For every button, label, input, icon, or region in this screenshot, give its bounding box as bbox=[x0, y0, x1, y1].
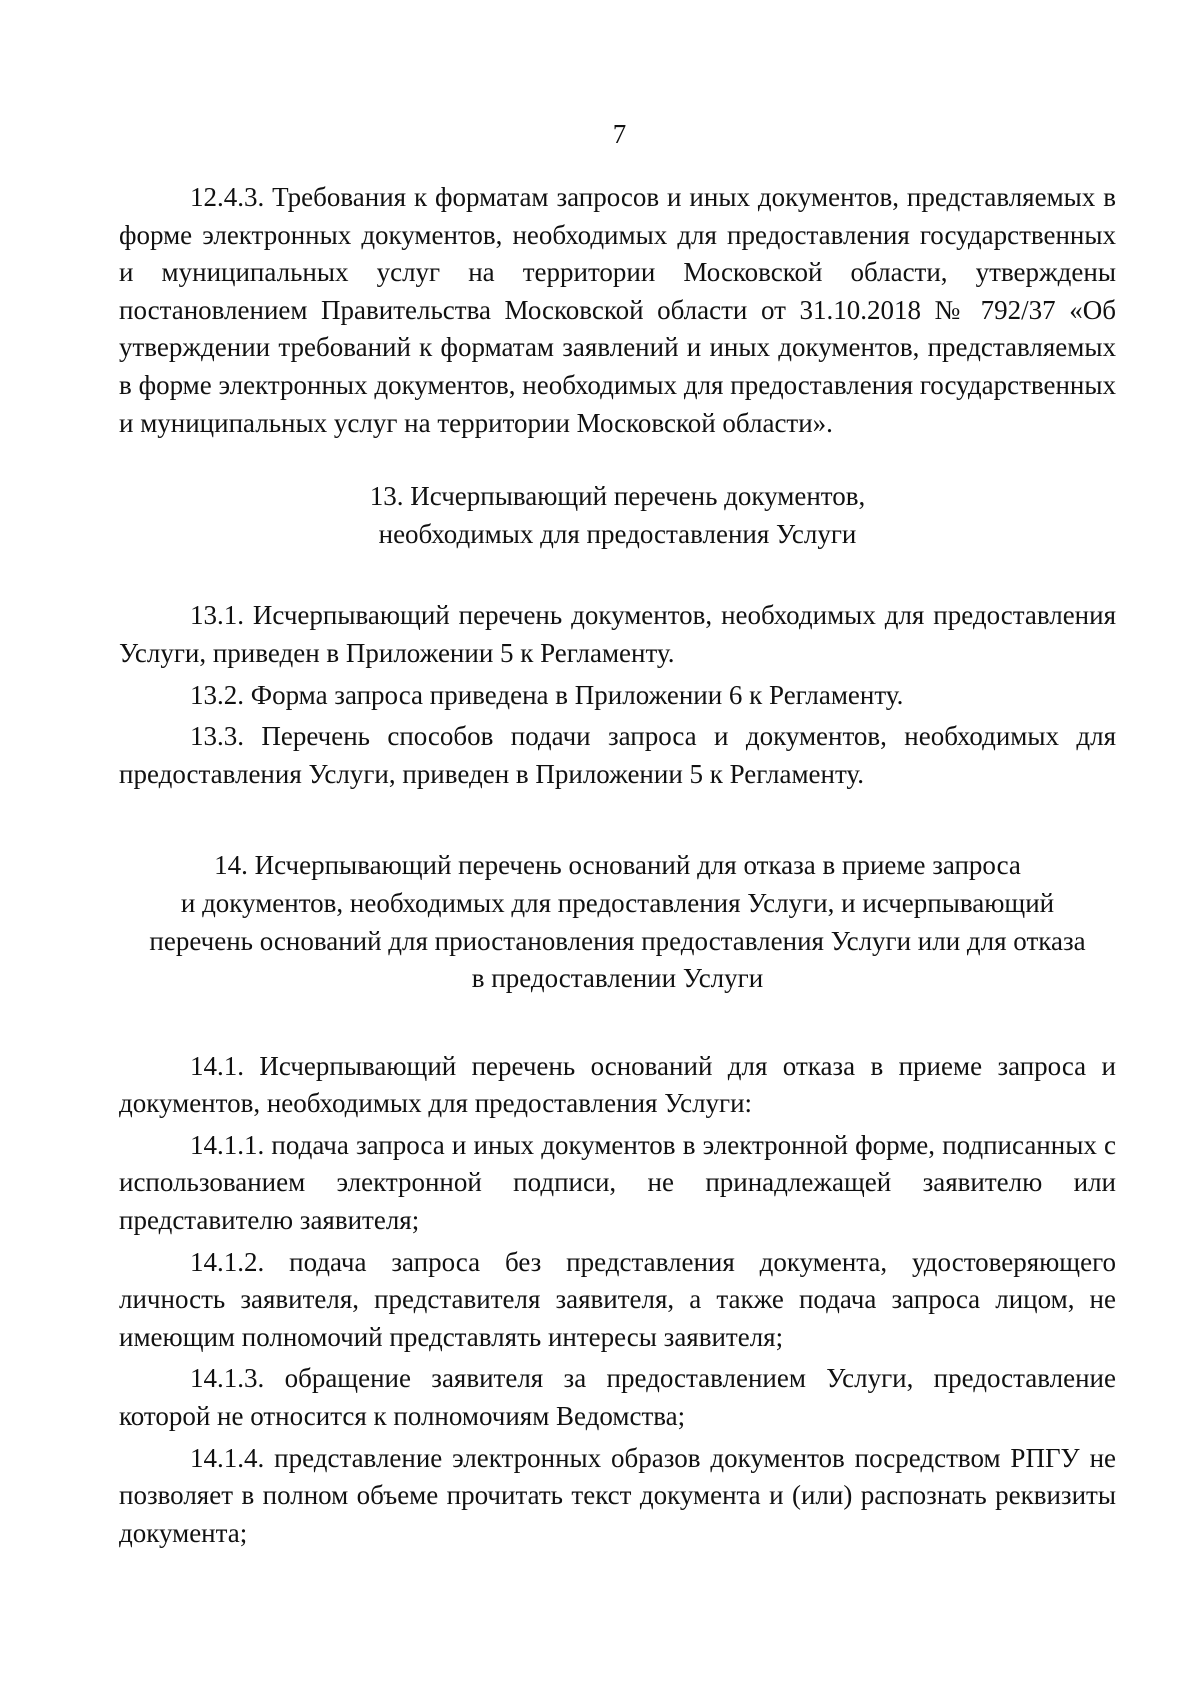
section-14-heading-line: в предоставлении Услуги bbox=[471, 963, 764, 994]
paragraph-13-1: 13.1. Исчерпывающий перечень документов, необходимых для предоставления Услуги, приведен в Приложении 5 к Регламенту. bbox=[119, 600, 1116, 668]
paragraph-14-1-4: 14.1.4. представление электронных образов документов посредством РПГУ не позволяет в полном объеме прочитать текст документа и (или) распознать реквизиты документа; bbox=[119, 1442, 1116, 1548]
paragraph-12-4-3: 12.4.3. Требования к форматам запросов и иных документов, представляемых в форме электронных документов, необходимых для предоставления государственных и муниципальных услуг на территории Московской области, утверждены постановлением Правительства Московской области от 31.10.2018 № 792/37 «Об утверждении требований к форматам заявлений и иных документов, представляемых в форме электронных документов, необходимых для предоставления государственных и муниципальных услуг на территории Московской области». bbox=[119, 182, 1116, 438]
section-14-heading-line: и документов, необходимых для предоставления Услуги, и исчерпывающий bbox=[180, 887, 1055, 918]
section-13-heading-line: необходимых для предоставления Услуги bbox=[378, 518, 857, 549]
paragraph-13-3: 13.3. Перечень способов подачи запроса и документов, необходимых для предоставления Услуги, приведен в Приложении 5 к Регламенту. bbox=[119, 721, 1116, 789]
page-number: 7 bbox=[612, 119, 627, 149]
document-body bbox=[119, 179, 1116, 1552]
paragraph-14-1-2: 14.1.2. подача запроса без представления документа, удостоверяющего личность заявителя, представителя заявителя, а также подача запроса лицом, не имеющим полномочий представлять интересы заявителя; bbox=[119, 1246, 1116, 1352]
section-13-heading bbox=[119, 478, 1116, 553]
section-14-heading-line: перечень оснований для приостановления предоставления Услуги или для отказа bbox=[149, 925, 1086, 956]
paragraph-14-1-1: 14.1.1. подача запроса и иных документов в электронной форме, подписанных с использованием электронной подписи, не принадлежащей заявителю или представителю заявителя; bbox=[119, 1129, 1116, 1236]
paragraph-14-1: 14.1. Исчерпывающий перечень оснований для отказа в приеме запроса и документов, необходимых для предоставления Услуги: bbox=[119, 1050, 1116, 1119]
section-14-heading bbox=[119, 847, 1116, 997]
paragraph-13-2: 13.2. Форма запроса приведена в Приложении 6 к Регламенту. bbox=[190, 679, 904, 710]
section-14-heading-line: 14. Исчерпывающий перечень оснований для отказа в приеме запроса bbox=[214, 850, 1021, 881]
section-13-heading-line: 13. Исчерпывающий перечень документов, bbox=[369, 481, 866, 512]
paragraph-14-1-3: 14.1.3. обращение заявителя за предоставлением Услуги, предоставление которой не относится к полномочиям Ведомства; bbox=[119, 1363, 1116, 1432]
